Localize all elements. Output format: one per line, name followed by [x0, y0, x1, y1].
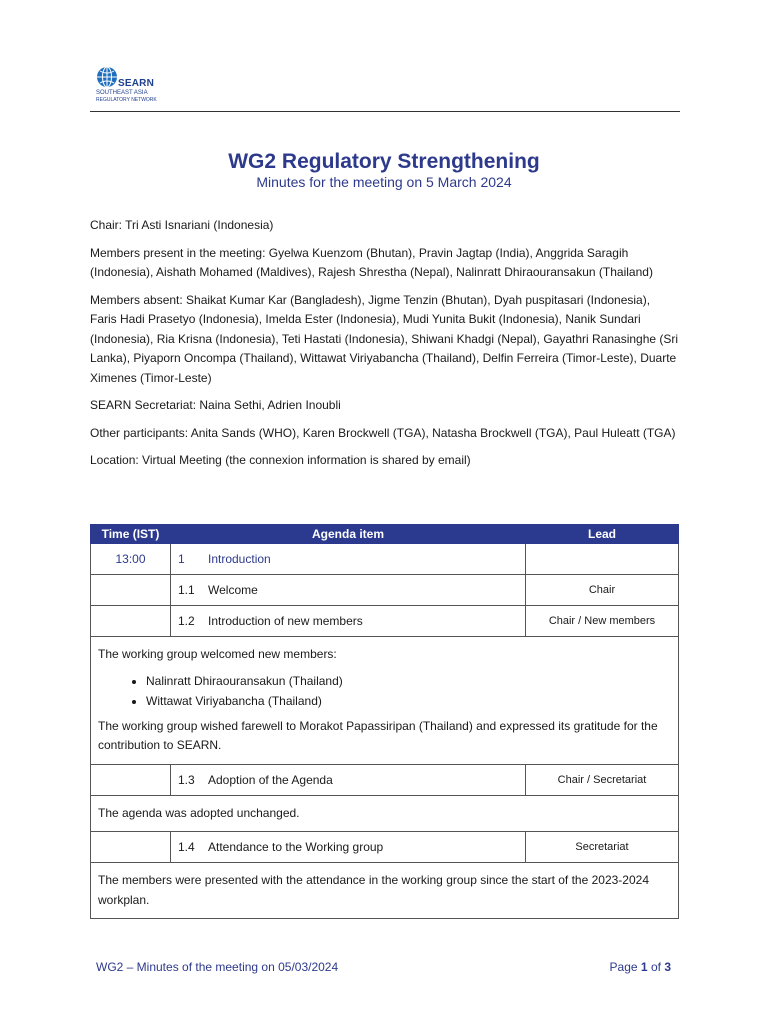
- table-row: [91, 575, 679, 606]
- searn-logo: [94, 64, 174, 106]
- footer-title: WG2 – Minutes of the meeting on 05/03/2024: [96, 960, 339, 974]
- page-number: [610, 960, 671, 974]
- table-row: [91, 606, 679, 637]
- members-absent-paragraph: Members absent: Shaikat Kumar Kar (Bangladesh), Jigme Tenzin (Bhutan), Dyah puspitasari (Indonesia), Faris Hadi Prasetyo (Indonesia), Imelda Ester (Indonesia), Mudi Yunita Bukit (Indonesia), Nanik Sundari (Indonesia), Ria Krisna (Indonesia), Teti Hastati (Indonesia), Shiwani Khadgi (Nepal), Gayathri Ranasinghe (Sri Lanka), Piyaporn Oncompa (Thailand), Wittawat Viriyabancha (Thailand), Delfin Ferreira (Timor-Leste), Duarte Ximenes (Timor-Leste): [90, 292, 679, 385]
- agenda-item-cell: [171, 544, 526, 575]
- page-prefix: Page: [609, 960, 638, 974]
- item-label: Adoption of the Agenda: [208, 772, 333, 787]
- item-label: Attendance to the Working group: [208, 840, 384, 854]
- meeting-details: [90, 216, 680, 479]
- agenda-item-cell: [171, 606, 526, 637]
- note-farewell: The working group wished farewell to Morakot Papassiripan (Thailand) and expressed its gratitude for the contribution to SEARN.: [98, 718, 658, 752]
- time-cell: 13:00: [91, 544, 171, 575]
- lead-cell: Chair / New members: [526, 606, 679, 637]
- item-number: 1: [178, 552, 185, 566]
- location-paragraph: Location: Virtual Meeting (the connexion information is shared by email): [90, 453, 471, 467]
- document-subtitle: Minutes for the meeting on 5 March 2024: [256, 174, 512, 190]
- item-number: 1.4: [178, 840, 195, 854]
- item-label: Introduction: [208, 552, 271, 566]
- note-intro: The working group welcomed new members:: [98, 647, 337, 661]
- other-participants-paragraph: Other participants: Anita Sands (WHO), Karen Brockwell (TGA), Natasha Brockwell (TGA), Paul Huleatt (TGA): [90, 425, 676, 440]
- globe-icon: [96, 66, 118, 88]
- time-cell: [91, 575, 171, 606]
- members-present-paragraph: Members present in the meeting: Gyelwa Kuenzom (Bhutan), Pravin Jagtap (India), Anggrida Saragih (Indonesia), Aishath Mohamed (Maldives), Rajesh Shrestha (Nepal), Nalinratt Dhiraouransakun (Thailand): [90, 245, 653, 279]
- header-time: Time (IST): [91, 525, 171, 544]
- agenda-item-cell: [171, 575, 526, 606]
- table-row: [91, 832, 679, 863]
- chair-paragraph: Chair: Tri Asti Isnariani (Indonesia): [90, 218, 274, 232]
- time-cell: [91, 606, 171, 637]
- list-item: • Nalinratt Dhiraouransakun (Thailand): [146, 671, 671, 691]
- list-item: • Wittawat Viriyabancha (Thailand): [146, 691, 671, 711]
- page-of: of: [650, 960, 661, 974]
- new-members-note: [91, 637, 679, 765]
- item-number: 1.3: [178, 772, 195, 787]
- agenda-item-cell: [171, 832, 526, 863]
- table-note-row: [91, 795, 679, 832]
- item-number: 1.1: [178, 583, 195, 597]
- lead-cell: Chair: [526, 575, 679, 606]
- item-label: Introduction of new members: [208, 614, 363, 628]
- agenda-item-cell: [171, 764, 526, 795]
- page-current: 1: [640, 960, 648, 974]
- table-note-row: [91, 637, 679, 765]
- document-title: WG2 Regulatory Strengthening: [228, 150, 540, 173]
- new-members-list: [98, 671, 671, 711]
- table-header-row: [91, 525, 679, 544]
- logo-subtitle-2: REGULATORY NETWORK: [96, 97, 157, 103]
- item-number: 1.2: [178, 614, 195, 628]
- time-cell: [91, 832, 171, 863]
- page-total: 3: [664, 960, 671, 974]
- agenda-table: [90, 524, 679, 919]
- table-row: [91, 764, 679, 795]
- item-label: Welcome: [208, 583, 258, 597]
- header-lead: Lead: [526, 525, 679, 544]
- logo-subtitle-1: SOUTHEAST ASIA: [96, 90, 148, 96]
- header-divider: [90, 111, 680, 112]
- attendance-note: The members were presented with the attendance in the working group since the start of the 2023-2024 workplan.: [91, 863, 679, 919]
- time-cell: [91, 764, 171, 795]
- lead-cell: Chair / Secretariat: [526, 764, 679, 795]
- logo-name: SEARN: [118, 78, 155, 89]
- table-row: [91, 544, 679, 575]
- header-agenda-item: Agenda item: [171, 525, 526, 544]
- table-note-row: [91, 863, 679, 919]
- lead-cell: [526, 544, 679, 575]
- agenda-note: The agenda was adopted unchanged.: [91, 795, 679, 832]
- lead-cell: Secretariat: [526, 832, 679, 863]
- secretariat-paragraph: SEARN Secretariat: Naina Sethi, Adrien Inoubli: [90, 398, 341, 412]
